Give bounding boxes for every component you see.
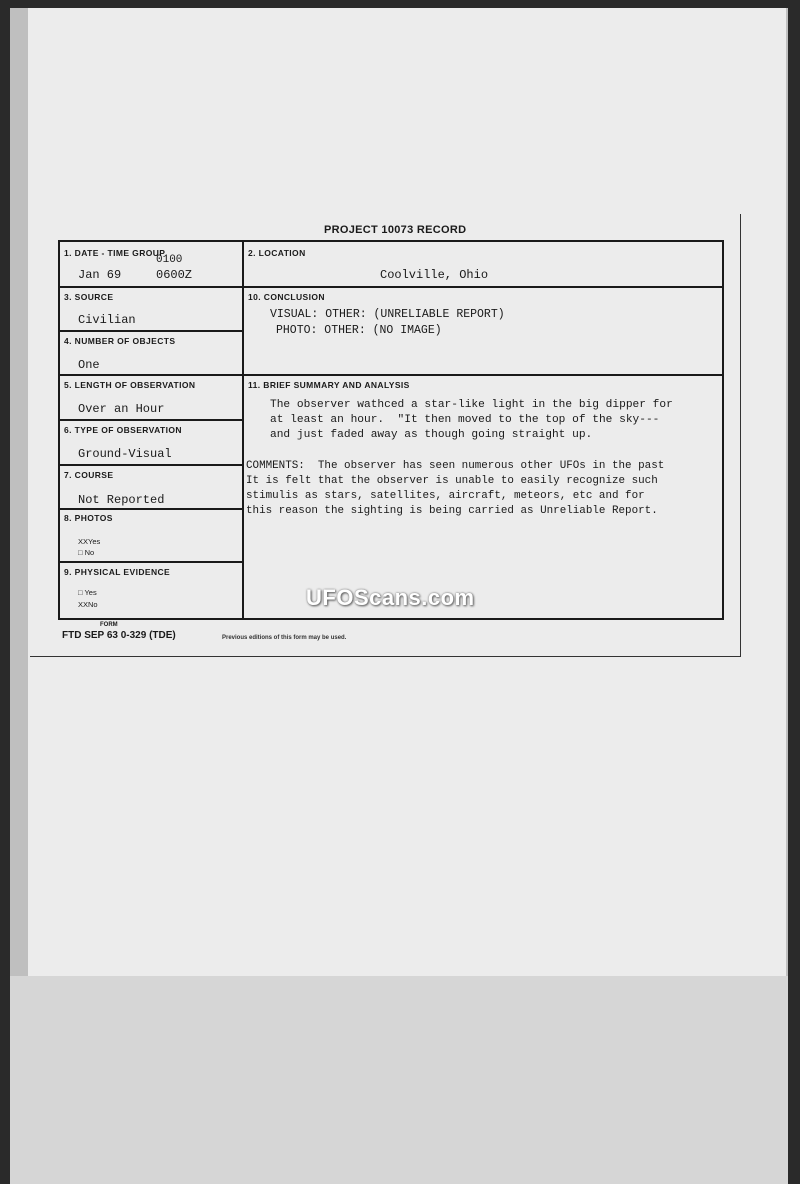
source-label: 3. SOURCE [64,292,114,302]
column-divider [242,242,244,618]
physical-evidence-no-option: XXNo [78,600,98,609]
scan-border-right [788,0,800,1184]
number-of-objects-label: 4. NUMBER OF OBJECTS [64,336,176,346]
row-divider [60,330,242,332]
type-of-observation-value: Ground-Visual [78,447,172,461]
date-time-label: 1. DATE - TIME GROUP [64,248,166,258]
summary-label: 11. BRIEF SUMMARY AND ANALYSIS [248,380,410,390]
date-time-handwritten: 0100 [156,254,183,266]
course-label: 7. COURSE [64,470,114,480]
record-form [58,240,724,620]
location-value: Coolville, Ohio [380,268,489,282]
row-divider [60,464,242,466]
photos-yes-option: XXYes [78,537,101,546]
comments-text: COMMENTS: The observer has seen numerous other UFOs in the past It is felt that the observer is unable to easily recognize such stimulis as stars, satellites, aircraft, meteors, etc and for this reason the sighting is being carried as Unreliable Report. [246,460,665,517]
length-of-observation-label: 5. LENGTH OF OBSERVATION [64,380,196,390]
row-divider [60,286,722,288]
time-value: 0600Z [156,268,193,282]
row-divider [60,508,242,510]
photos-no-option: □ No [78,548,95,557]
scan-border-top [0,0,800,8]
footer-form-id: FTD SEP 63 0-329 (TDE) [62,630,176,641]
row-divider [60,374,722,376]
footer-previous-editions-note: Previous editions of this form may be used. [222,635,347,641]
row-divider [60,419,242,421]
date-value: Jan 69 [78,268,122,282]
row-divider [60,561,242,563]
footer-form-word: FORM [100,622,118,628]
course-value: Not Reported [78,493,165,507]
type-of-observation-label: 6. TYPE OF OBSERVATION [64,425,182,435]
summary-text: The observer wathced a star-like light in the big dipper for at least an hour. "It then moved to the top of the sky--- and just faded away as though going straight up. [270,399,673,441]
physical-evidence-label: 9. PHYSICAL EVIDENCE [64,567,171,577]
conclusion-visual: VISUAL: OTHER: (UNRELIABLE REPORT) [270,308,505,321]
record-title: PROJECT 10073 RECORD [324,224,467,236]
watermark-text: UFOScans.com [306,585,475,610]
photos-label: 8. PHOTOS [64,513,113,523]
location-label: 2. LOCATION [248,248,306,258]
number-of-objects-value: One [78,358,100,372]
scan-lower-area [10,976,788,1184]
conclusion-photo: PHOTO: OTHER: (NO IMAGE) [276,324,442,337]
physical-evidence-yes-option: □ Yes [78,588,97,597]
scan-border-left [0,0,10,1184]
source-value: Civilian [78,313,136,327]
conclusion-label: 10. CONCLUSION [248,292,325,302]
length-of-observation-value: Over an Hour [78,402,165,416]
